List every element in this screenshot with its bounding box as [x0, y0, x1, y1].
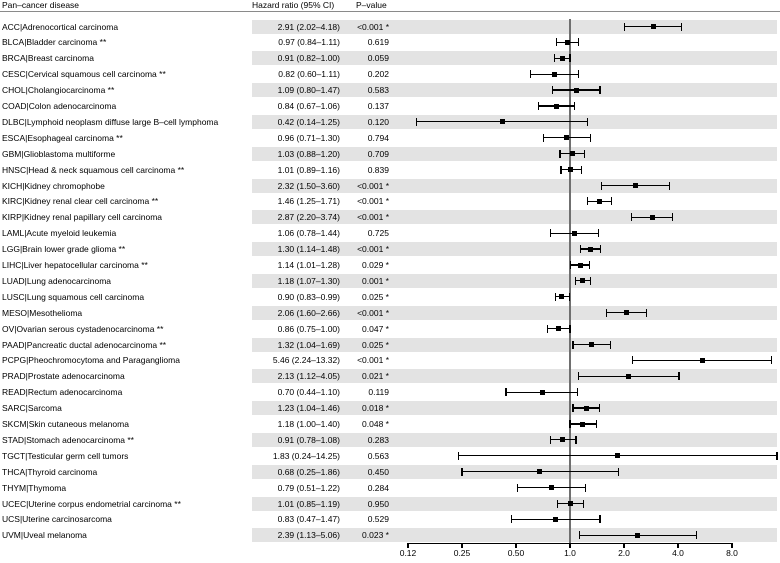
- ci-cap-low: [632, 356, 633, 364]
- hr-point-marker: [556, 326, 561, 331]
- hazard-ratio-text: 1.03 (0.88–1.20): [277, 148, 340, 159]
- p-value-text: 0.029 *: [362, 260, 389, 270]
- ci-cap-high: [776, 452, 777, 460]
- hazard-ratio-text: 0.96 (0.71–1.30): [277, 132, 340, 143]
- hazard-ratio-text: 0.68 (0.25–1.86): [277, 466, 340, 477]
- ci-cap-low: [416, 118, 417, 126]
- forest-row: [0, 241, 780, 257]
- disease-label: UCEC|Uterine corpus endometrial carcinoma **: [2, 498, 181, 509]
- disease-label: DLBC|Lymphoid neoplasm diffuse large B–cell lymphoma: [2, 116, 219, 127]
- disease-label: PRAD|Prostate adenocarcinoma: [2, 371, 125, 382]
- ci-cap-high: [590, 134, 591, 142]
- p-value-text: 0.202: [367, 69, 389, 80]
- forest-row: [0, 66, 780, 82]
- ci-cap-high: [646, 309, 647, 317]
- forest-row: [0, 448, 780, 464]
- forest-row: [0, 82, 780, 98]
- forest-row: [0, 480, 780, 496]
- ci-cap-high: [618, 468, 619, 476]
- p-value-text: 0.018 *: [362, 403, 389, 414]
- ci-cap-low: [624, 23, 625, 31]
- disease-label: OV|Ovarian serous cystadenocarcinoma **: [2, 323, 164, 334]
- ci-cap-high: [599, 515, 600, 523]
- p-value-text: 0.120: [367, 116, 389, 127]
- ci-cap-low: [587, 197, 588, 205]
- p-value-text: <0.001 *: [357, 307, 389, 318]
- disease-label: ACC|Adrenocortical carcinoma: [2, 21, 119, 32]
- disease-label: MESO|Mesothelioma: [2, 307, 83, 318]
- disease-label: PAAD|Pancreatic ductal adenocarcinoma **: [2, 339, 167, 350]
- forest-row: [0, 289, 780, 305]
- hazard-ratio-text: 1.18 (1.07–1.30): [277, 275, 340, 286]
- hazard-ratio-text: 0.83 (0.47–1.47): [277, 514, 340, 525]
- hr-point-marker: [568, 501, 573, 506]
- disease-label: LUAD|Lung adenocarcinoma: [2, 275, 111, 286]
- disease-label: KIRP|Kidney renal papillary cell carcinoma: [2, 212, 163, 223]
- ci-cap-high: [584, 150, 585, 158]
- hr-point-marker: [500, 119, 505, 124]
- column-header-pvalue: P–value: [356, 0, 387, 10]
- forest-row: [0, 400, 780, 416]
- ci-cap-high: [585, 484, 586, 492]
- ci-cap-low: [552, 86, 553, 94]
- hazard-ratio-text: 1.01 (0.89–1.16): [277, 164, 340, 175]
- hazard-ratio-text: 2.06 (1.60–2.66): [277, 307, 340, 318]
- forest-row: [0, 321, 780, 337]
- hr-point-marker: [568, 167, 573, 172]
- ci-cap-high: [589, 261, 590, 269]
- hazard-ratio-text: 0.90 (0.83–0.99): [277, 291, 340, 302]
- disease-label: STAD|Stomach adenocarcinoma **: [2, 434, 134, 445]
- forest-row: [0, 114, 780, 130]
- p-value-text: <0.001 *: [357, 212, 389, 223]
- disease-label: SARC|Sarcoma: [2, 403, 62, 414]
- ci-cap-high: [598, 229, 599, 237]
- ci-cap-high: [583, 500, 584, 508]
- hazard-ratio-text: 2.32 (1.50–3.60): [277, 180, 340, 191]
- p-value-text: <0.001 *: [357, 180, 389, 191]
- ci-cap-low: [631, 213, 632, 221]
- p-value-text: 0.048 *: [362, 419, 389, 429]
- x-axis-tick-label: 4.0: [672, 548, 684, 558]
- p-value-text: <0.001 *: [357, 244, 389, 255]
- p-value-text: 0.450: [367, 466, 389, 477]
- hazard-ratio-text: 0.97 (0.84–1.11): [278, 37, 340, 48]
- forest-row: [0, 193, 780, 209]
- ci-cap-low: [547, 325, 548, 333]
- ci-cap-low: [511, 515, 512, 523]
- ci-cap-high: [610, 341, 611, 349]
- ci-cap-low: [458, 452, 459, 460]
- hazard-ratio-text: 0.42 (0.14–1.25): [277, 116, 340, 127]
- hazard-ratio-text: 2.39 (1.13–5.06): [277, 530, 340, 541]
- forest-row: [0, 305, 780, 321]
- hazard-ratio-text: 1.83 (0.24–14.25): [272, 450, 340, 461]
- hazard-ratio-text: 5.46 (2.24–13.32): [272, 355, 340, 366]
- ci-cap-high: [569, 325, 570, 333]
- disease-label: LIHC|Liver hepatocellular carcinoma **: [2, 260, 148, 270]
- forest-row: [0, 209, 780, 225]
- ci-cap-high: [672, 213, 673, 221]
- p-value-text: 0.023 *: [362, 530, 389, 541]
- disease-label: LAML|Acute myeloid leukemia: [2, 228, 117, 239]
- ci-cap-low: [555, 293, 556, 301]
- x-axis-tick-label: 0.12: [399, 548, 417, 558]
- hr-point-marker: [574, 88, 579, 93]
- ci-cap-high: [590, 277, 591, 285]
- hr-point-marker: [554, 104, 559, 109]
- hazard-ratio-text: 1.30 (1.14–1.48): [277, 244, 340, 255]
- ci-cap-low: [550, 229, 551, 237]
- forest-row: [0, 416, 780, 432]
- disease-label: HNSC|Head & neck squamous cell carcinoma **: [2, 164, 185, 175]
- disease-label: SKCM|Skin cutaneous melanoma: [2, 419, 129, 429]
- forest-row: [0, 146, 780, 162]
- p-value-text: 0.725: [367, 228, 389, 239]
- ci-cap-low: [580, 245, 581, 253]
- ci-cap-high: [771, 356, 772, 364]
- hr-point-marker: [559, 294, 564, 299]
- hazard-ratio-text: 1.14 (1.01–1.28): [277, 260, 340, 270]
- p-value-text: 0.709: [367, 148, 389, 159]
- disease-label: LGG|Brain lower grade glioma **: [2, 244, 126, 255]
- p-value-text: 0.047 *: [362, 323, 389, 334]
- disease-label: CHOL|Cholangiocarcinoma **: [2, 85, 115, 96]
- hazard-ratio-text: 1.23 (1.04–1.46): [277, 403, 340, 414]
- ci-cap-high: [569, 54, 570, 62]
- forest-row: [0, 130, 780, 146]
- hr-point-marker: [580, 278, 585, 283]
- forest-row: [0, 19, 780, 35]
- disease-label: THCA|Thyroid carcinoma: [2, 466, 98, 477]
- ci-cap-low: [557, 500, 558, 508]
- forest-row: [0, 273, 780, 289]
- hr-point-marker: [615, 453, 620, 458]
- ci-cap-low: [530, 70, 531, 78]
- forest-row: [0, 257, 780, 273]
- forest-row: [0, 50, 780, 66]
- hr-point-marker: [700, 358, 705, 363]
- disease-label: COAD|Colon adenocarcinoma: [2, 101, 117, 111]
- ci-cap-low: [538, 102, 539, 110]
- hr-point-marker: [540, 390, 545, 395]
- forest-row: [0, 98, 780, 114]
- ci-cap-low: [569, 420, 570, 428]
- forest-row: [0, 178, 780, 194]
- forest-row: [0, 225, 780, 241]
- disease-label: LUSC|Lung squamous cell carcinoma: [2, 291, 145, 302]
- disease-label: KIRC|Kidney renal clear cell carcinoma **: [2, 196, 159, 207]
- disease-label: UCS|Uterine carcinosarcoma: [2, 514, 112, 525]
- disease-label: UVM|Uveal melanoma: [2, 530, 87, 541]
- ci-cap-high: [578, 38, 579, 46]
- hazard-ratio-text: 0.70 (0.44–1.10): [277, 387, 340, 398]
- ci-cap-high: [577, 388, 578, 396]
- hr-point-marker: [580, 422, 585, 427]
- header-divider: [0, 11, 780, 12]
- hazard-ratio-text: 0.91 (0.78–1.08): [277, 434, 340, 445]
- ci-cap-high: [574, 102, 575, 110]
- hr-point-marker: [597, 199, 602, 204]
- hr-point-marker: [588, 247, 593, 252]
- disease-label: TGCT|Testicular germ cell tumors: [2, 450, 129, 461]
- ci-cap-low: [570, 261, 571, 269]
- ci-cap-low: [578, 372, 579, 380]
- p-value-text: 0.059: [367, 53, 389, 64]
- hr-point-marker: [635, 533, 640, 538]
- p-value-text: 0.137: [367, 101, 389, 111]
- hr-point-marker: [589, 342, 594, 347]
- ci-cap-high: [569, 293, 570, 301]
- disease-label: BRCA|Breast carcinoma: [2, 53, 94, 64]
- hr-point-marker: [578, 263, 583, 268]
- forest-row: [0, 337, 780, 353]
- hr-point-marker: [651, 24, 656, 29]
- forest-row: [0, 511, 780, 527]
- p-value-text: 0.283: [367, 434, 389, 445]
- disease-label: KICH|Kidney chromophobe: [2, 180, 105, 191]
- hr-point-marker: [584, 406, 589, 411]
- ci-cap-high: [678, 372, 679, 380]
- p-value-text: 0.839: [367, 164, 389, 175]
- ci-cap-low: [461, 468, 462, 476]
- reference-line: [569, 19, 570, 543]
- hr-point-marker: [553, 517, 558, 522]
- p-value-text: <0.001 *: [357, 196, 389, 207]
- forest-row: [0, 34, 780, 50]
- hazard-ratio-text: 0.82 (0.60–1.11): [278, 69, 340, 80]
- hazard-ratio-text: 0.84 (0.67–1.06): [277, 101, 340, 111]
- hr-point-marker: [624, 310, 629, 315]
- ci-cap-low: [554, 54, 555, 62]
- p-value-text: 0.950: [367, 498, 389, 509]
- hazard-ratio-text: 1.18 (1.00–1.40): [277, 419, 340, 429]
- ci-cap-high: [696, 531, 697, 539]
- disease-label: ESCA|Esophageal carcinoma **: [2, 132, 123, 143]
- disease-label: PCPG|Pheochromocytoma and Paraganglioma: [2, 355, 180, 366]
- ci-cap-high: [575, 436, 576, 444]
- x-axis-tick-label: 0.25: [453, 548, 471, 558]
- p-value-text: <0.001 *: [357, 355, 389, 366]
- hazard-ratio-text: 1.01 (0.85–1.19): [277, 498, 340, 509]
- hr-point-marker: [537, 469, 542, 474]
- forest-row: [0, 527, 780, 543]
- ci-cap-low: [572, 404, 573, 412]
- hr-point-marker: [626, 374, 631, 379]
- p-value-text: 0.119: [368, 387, 389, 398]
- hr-point-marker: [552, 72, 557, 77]
- disease-label: READ|Rectum adenocarcinoma: [2, 387, 123, 398]
- hr-point-marker: [560, 56, 565, 61]
- x-axis-tick-label: 8.0: [726, 548, 738, 558]
- hazard-ratio-text: 0.91 (0.82–1.00): [277, 53, 340, 64]
- disease-label: THYM|Thymoma: [2, 482, 67, 493]
- hr-point-marker: [565, 40, 570, 45]
- ci-cap-high: [611, 197, 612, 205]
- ci-cap-high: [596, 420, 597, 428]
- ci-cap-high: [587, 118, 588, 126]
- ci-cap-low: [575, 277, 576, 285]
- disease-label: BLCA|Bladder carcinoma **: [2, 37, 107, 48]
- p-value-text: 0.021 *: [362, 371, 389, 382]
- hr-point-marker: [549, 485, 554, 490]
- p-value-text: 0.284: [367, 482, 389, 493]
- ci-cap-low: [505, 388, 506, 396]
- ci-cap-high: [669, 182, 670, 190]
- disease-label: CESC|Cervical squamous cell carcinoma **: [2, 69, 166, 80]
- hr-point-marker: [572, 231, 577, 236]
- hazard-ratio-text: 0.79 (0.51–1.22): [277, 482, 340, 493]
- ci-cap-low: [517, 484, 518, 492]
- ci-cap-high: [578, 70, 579, 78]
- hazard-ratio-text: 2.91 (2.02–4.18): [277, 21, 340, 32]
- ci-cap-low: [556, 38, 557, 46]
- column-header-hazard-ratio: Hazard ratio (95% CI): [252, 0, 335, 10]
- x-axis-tick-label: 0.50: [507, 548, 525, 558]
- forest-row: [0, 432, 780, 448]
- forest-row: [0, 496, 780, 512]
- disease-label: GBM|Glioblastoma multiforme: [2, 148, 116, 159]
- x-axis-tick-label: 2.0: [618, 548, 630, 558]
- p-value-text: 0.583: [367, 85, 389, 96]
- ci-cap-low: [579, 531, 580, 539]
- p-value-text: 0.025 *: [362, 339, 389, 350]
- hr-point-marker: [564, 135, 569, 140]
- forest-row: [0, 368, 780, 384]
- x-axis-tick-label: 1.0: [564, 548, 576, 558]
- p-value-text: 0.025 *: [362, 291, 389, 302]
- forest-row: [0, 352, 780, 368]
- ci-cap-high: [600, 245, 601, 253]
- ci-cap-low: [559, 150, 560, 158]
- hazard-ratio-text: 1.09 (0.80–1.47): [277, 85, 340, 96]
- ci-cap-high: [581, 166, 582, 174]
- hr-point-marker: [570, 151, 575, 156]
- ci-cap-low: [606, 309, 607, 317]
- ci-cap-low: [601, 182, 602, 190]
- hr-point-marker: [633, 183, 638, 188]
- hazard-ratio-text: 1.06 (0.78–1.44): [277, 228, 340, 239]
- column-header-disease: Pan–cancer disease: [2, 0, 80, 10]
- ci-cap-high: [681, 23, 682, 31]
- p-value-text: 0.529: [367, 514, 389, 525]
- hazard-ratio-text: 1.32 (1.04–1.69): [277, 339, 340, 350]
- p-value-text: 0.619: [367, 37, 389, 48]
- hazard-ratio-text: 1.46 (1.25–1.71): [277, 196, 340, 207]
- forest-row: [0, 384, 780, 400]
- hazard-ratio-text: 0.86 (0.75–1.00): [277, 323, 340, 334]
- hazard-ratio-text: 2.13 (1.12–4.05): [277, 371, 340, 382]
- hr-point-marker: [650, 215, 655, 220]
- forest-row: [0, 464, 780, 480]
- p-value-text: 0.794: [367, 132, 389, 143]
- p-value-text: 0.001 *: [362, 275, 389, 286]
- forest-row: [0, 162, 780, 178]
- hazard-ratio-text: 2.87 (2.20–3.74): [277, 212, 340, 223]
- hr-point-marker: [560, 437, 565, 442]
- ci-cap-low: [572, 341, 573, 349]
- ci-cap-low: [543, 134, 544, 142]
- ci-cap-low: [550, 436, 551, 444]
- p-value-text: <0.001 *: [357, 21, 389, 32]
- ci-cap-low: [560, 166, 561, 174]
- ci-cap-high: [599, 86, 600, 94]
- ci-cap-high: [599, 404, 600, 412]
- p-value-text: 0.563: [367, 450, 389, 461]
